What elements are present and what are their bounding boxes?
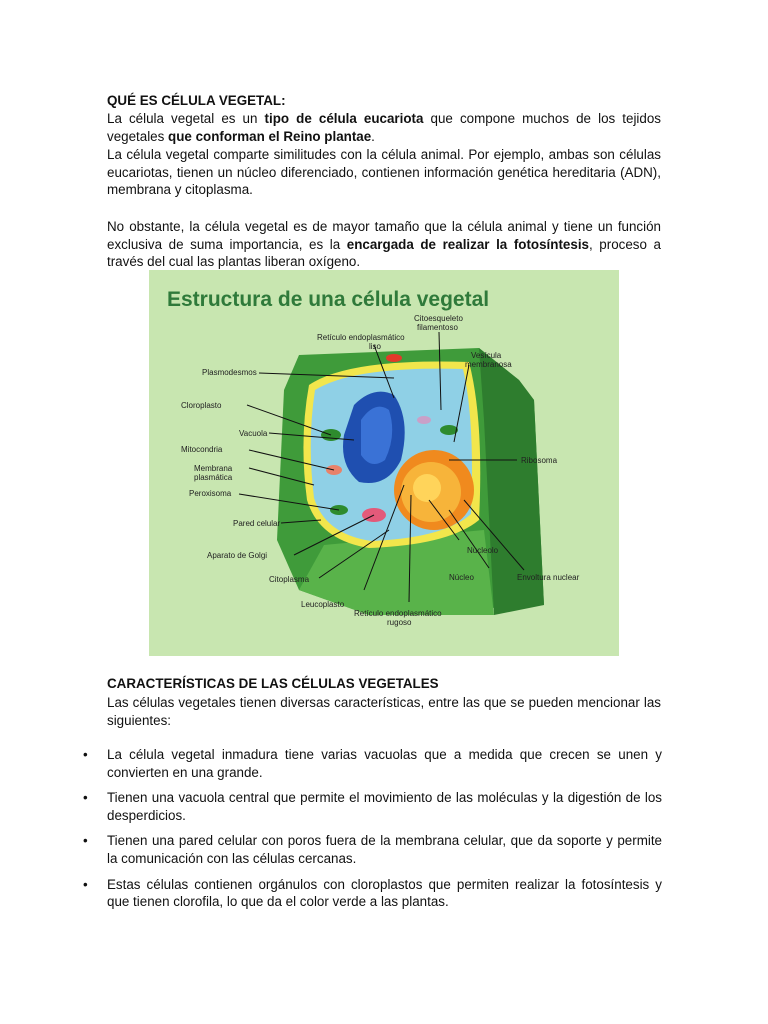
paragraph-2: La célula vegetal comparte similitudes con la célula animal. Por ejemplo, ambas son células eucariotas, tienen un núcleo diferenciado, contienen información genética hereditaria (ADN), membrana y citoplasma. [107, 147, 661, 198]
list-item [80, 832, 662, 867]
label-mitocondria: Mitocondria [181, 445, 223, 454]
plasmodesma [386, 354, 402, 362]
label-leucoplasto: Leucoplasto [301, 600, 345, 609]
label-golgi: Aparato de Golgi [207, 551, 268, 560]
heading-caracteristicas: CARACTERÍSTICAS DE LAS CÉLULAS VEGETALES [107, 676, 439, 691]
p3-bold-1: encargada de realizar la fotosíntesis [346, 236, 589, 252]
label-citoesqueleto-2: filamentoso [417, 323, 458, 332]
list-item [80, 789, 662, 824]
label-peroxisoma: Peroxisoma [189, 489, 232, 498]
p1-text-3: . [371, 128, 375, 144]
list-item-text: Estas células contienen orgánulos con cloroplastos que permiten realizar la fotosíntesis y que tienen clorofila, lo que da el color verde a las plantas. [107, 876, 662, 910]
label-citoesqueleto-1: Citoesqueleto [414, 314, 463, 323]
label-membrana-2: plasmática [194, 473, 233, 482]
figure-title: Estructura de una célula vegetal [167, 288, 490, 311]
p1-bold-2: que conforman el Reino plantae [168, 128, 372, 144]
label-citoplasma: Citoplasma [269, 575, 310, 584]
bullet-glyph: • [83, 876, 88, 892]
p1-bold-1: tipo de célula eucariota [264, 111, 424, 126]
plant-cell-figure [149, 270, 619, 656]
label-plasmodesmos: Plasmodesmos [202, 368, 257, 377]
label-vacuola: Vacuola [239, 429, 268, 438]
label-pared-celular: Pared celular [233, 519, 281, 528]
p1-text-2: que compone muchos de los tejidos vegetales [107, 111, 661, 144]
label-reticulo-liso-2: liso [369, 342, 382, 351]
p3-text-1: No obstante, la célula vegetal es de mayor tamaño que la célula animal y tiene un función exclusiva de suma importancia, es la [107, 219, 661, 252]
characteristics-list [80, 746, 662, 919]
heading-que-es: QUÉ ES CÉLULA VEGETAL: [107, 93, 286, 108]
label-nucleolo: Nucleolo [467, 546, 499, 555]
plant-cell-diagram [149, 270, 619, 656]
list-item [80, 746, 662, 781]
p1-text-1: La célula vegetal es un [107, 111, 265, 126]
p3-text-2: , proceso a través del cual las plantas liberan oxígeno. [107, 236, 661, 270]
label-reticulo-rugoso-1: Retículo endoplasmático [354, 609, 442, 618]
label-ribosoma: Ribosoma [521, 456, 558, 465]
paragraph-intro: Las células vegetales tienen diversas características, entre las que se pueden mencionar las siguientes: [107, 695, 661, 728]
paragraph-3 [107, 218, 661, 271]
bullet-glyph: • [83, 747, 88, 762]
label-envoltura-nuclear: Envoltura nuclear [517, 573, 580, 582]
label-nucleo: Núcleo [449, 573, 474, 582]
nucleolus [413, 474, 441, 502]
bullet-glyph: • [83, 833, 88, 849]
list-item-text: La célula vegetal inmadura tiene varias vacuolas que a medida que crecen se unen y convierten en una grande. [107, 747, 662, 780]
list-item-text: Tienen una pared celular con poros fuera de la membrana celular, que da soporte y permite la comunicación con las células cercanas. [107, 833, 662, 866]
label-reticulo-liso-1: Retículo endoplasmático [317, 333, 405, 342]
list-item [80, 876, 662, 911]
bullet-glyph: • [83, 790, 88, 806]
label-vesicula-1: Vesícula [471, 351, 502, 360]
label-vesicula-2: membranosa [465, 360, 512, 369]
paragraph-1 [107, 110, 661, 145]
list-item-text: Tienen una vacuola central que permite el movimiento de las moléculas y la digestión de los desperdicios. [107, 790, 662, 823]
label-cloroplasto: Cloroplasto [181, 401, 222, 410]
label-membrana-1: Membrana [194, 464, 233, 473]
label-reticulo-rugoso-2: rugoso [387, 618, 412, 627]
